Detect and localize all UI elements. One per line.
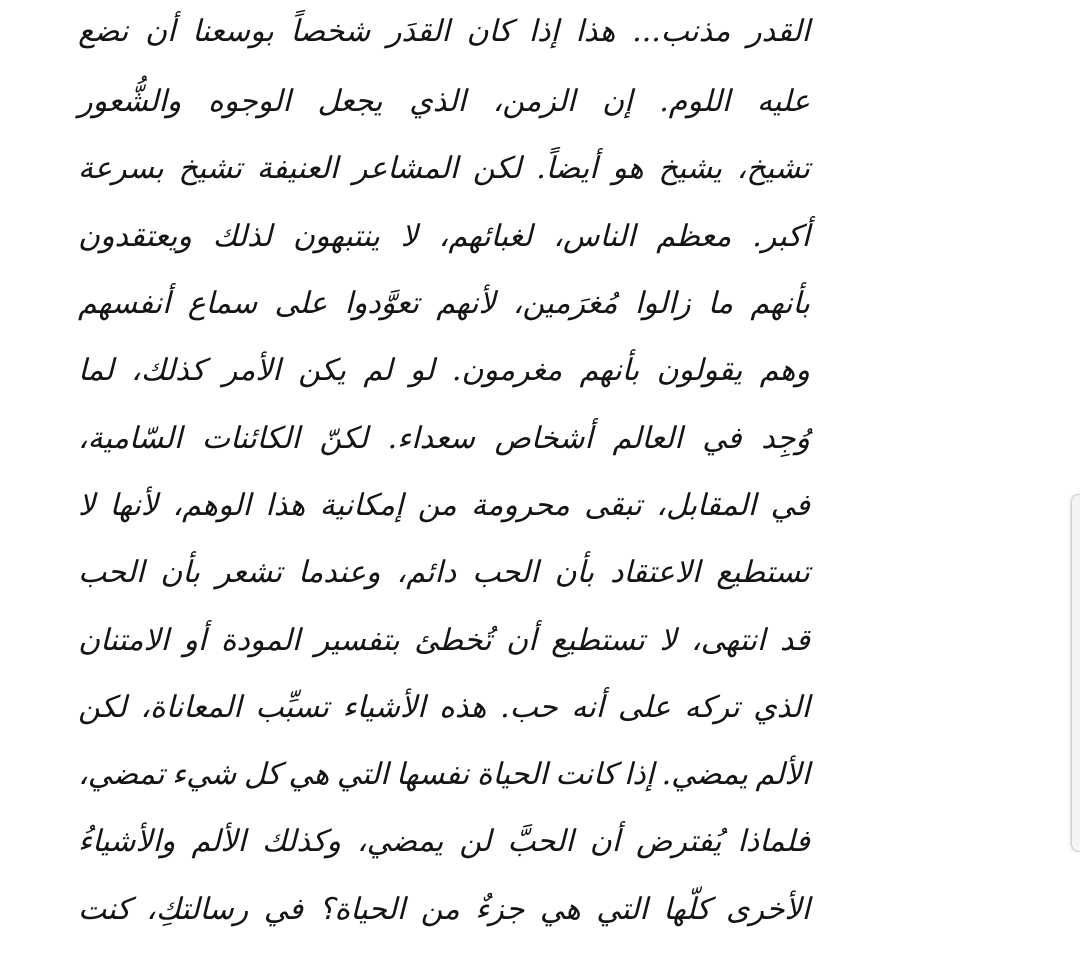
word: مذنب... (632, 14, 731, 49)
word: الحب (472, 555, 539, 591)
word: بأن (160, 555, 200, 591)
word: أنه (571, 689, 605, 725)
word: لذلك (212, 218, 273, 254)
word: الألم (191, 824, 246, 860)
word: كل (243, 757, 281, 793)
text-line (78, 68, 810, 135)
word: أكبر. (752, 218, 810, 254)
word: لن (459, 824, 492, 860)
word: أن (589, 824, 621, 860)
word: هي (539, 891, 581, 927)
text-line (78, 472, 810, 539)
word: سماع (187, 286, 258, 322)
word: لا (659, 622, 677, 658)
word: تستطيع (551, 622, 645, 658)
word: هي (288, 757, 330, 793)
word: تشيخ (178, 151, 242, 187)
word: بأنهم (750, 286, 810, 322)
word: فلماذا (737, 824, 810, 860)
text-line (78, 606, 810, 673)
word: جزءٌ (475, 891, 525, 927)
word: المقابل، (656, 487, 757, 523)
word: إذا (624, 757, 655, 793)
word: تمضي، (78, 757, 165, 793)
word: يشيخ (658, 151, 722, 187)
word: دائم، (396, 555, 457, 591)
word: عليه (757, 84, 810, 120)
text-line (78, 404, 810, 471)
word: لأنهم (436, 286, 496, 322)
word: بسرعة (78, 151, 164, 187)
word: بوسعنا (192, 14, 274, 49)
word: الذي (753, 689, 810, 725)
word: يمضي. (661, 757, 748, 793)
word: أشخاص (494, 420, 593, 456)
word: الوهم، (172, 487, 251, 523)
word: والشُّعور (78, 84, 182, 120)
word: لكنّ (319, 420, 369, 456)
word: لم (363, 353, 393, 389)
word: لغبائهم، (438, 218, 533, 254)
text-line (78, 337, 810, 404)
word: كان (466, 14, 513, 49)
word: الحبَّ (507, 824, 574, 860)
word: الحياة؟ (318, 891, 406, 927)
word: بأنهم (579, 353, 640, 389)
word: السّامية، (78, 420, 183, 456)
word: لأنها (109, 487, 159, 523)
word: في (770, 487, 810, 523)
word: وكذلك (262, 824, 341, 860)
word: تشعر (215, 555, 283, 591)
word: المودة (220, 622, 301, 658)
word: وعندما (298, 555, 381, 591)
word: العالم (612, 420, 683, 456)
word: هذه (439, 689, 487, 725)
text-line (78, 674, 810, 741)
word: المعاناة، (140, 689, 242, 725)
word: ويعتقدون (78, 218, 192, 254)
word: زالوا (634, 286, 691, 322)
scrollbar-handle[interactable] (1071, 494, 1080, 852)
word: ينتبهون (292, 218, 380, 254)
word: أنفسهم (78, 286, 171, 322)
arabic-text-body (78, 0, 810, 943)
word: الزمن، (492, 84, 576, 120)
word: الأمر (222, 353, 281, 389)
word: وُجِد (761, 420, 810, 456)
word: التي (336, 757, 389, 793)
word: كلّها (663, 891, 711, 927)
text-line (78, 0, 810, 68)
word: من (417, 487, 457, 523)
word: الألم (755, 757, 810, 793)
word: يمضي، (356, 824, 444, 860)
word: كنت (78, 891, 131, 927)
word: لكن (78, 689, 127, 725)
word: تشيخ، (736, 151, 810, 187)
word: وهم (759, 353, 810, 389)
word: إمكانية (319, 487, 404, 523)
word: شيء (172, 757, 237, 793)
word: تعوَّدوا (344, 286, 420, 322)
word: الأخرى (725, 891, 810, 927)
word: أيضاً. (536, 151, 598, 187)
word: تبقى (584, 487, 642, 523)
word: التي (596, 891, 648, 927)
word: قد (779, 622, 810, 658)
word: محرومة (471, 487, 570, 523)
word: كذلك، (131, 353, 206, 389)
word: الامتنان (78, 622, 169, 658)
word: من (420, 891, 460, 927)
word: يكن (298, 353, 346, 389)
word: معظم (656, 218, 732, 254)
word: بأن (554, 555, 595, 591)
text-line (78, 876, 810, 943)
word: على (274, 286, 328, 322)
word: رسالتكِ، (146, 891, 249, 927)
word: لكن (472, 151, 522, 187)
word: تستطيع (716, 555, 810, 591)
word: المشاعر (352, 151, 459, 187)
word: إن (602, 84, 633, 120)
word: الوجوه (208, 84, 291, 120)
word: العنيفة (256, 151, 339, 187)
word: الكائنات (201, 420, 300, 456)
word: أو (183, 622, 207, 658)
text-line (78, 270, 810, 337)
word: تُخطئ (414, 622, 492, 658)
word: لا (400, 218, 418, 254)
word: في (263, 891, 304, 927)
word: مغرمون. (451, 353, 563, 389)
text-line (78, 203, 810, 270)
word: الأشياء (342, 689, 426, 725)
word: لا (78, 487, 96, 523)
word: تسبِّب (255, 689, 329, 725)
word: نضع (78, 14, 129, 49)
word: أن (145, 14, 176, 49)
word: يجعل (317, 84, 383, 120)
word: انتهى، (691, 622, 766, 658)
word: يقولون (656, 353, 743, 389)
word: الحب (78, 555, 145, 591)
word: أن (506, 622, 537, 658)
word: حب. (500, 689, 558, 725)
word: شخصاً (290, 14, 371, 49)
word: تركه (684, 689, 740, 725)
word: والأشياءُ (78, 824, 176, 860)
word: كانت (555, 757, 617, 793)
text-line (78, 808, 810, 875)
word: لو (409, 353, 435, 389)
word: هذا (265, 487, 306, 523)
word: الناس، (553, 218, 636, 254)
word: الذي (409, 84, 466, 120)
text-line (78, 539, 810, 606)
text-line (78, 135, 810, 202)
word: نفسها (396, 757, 470, 793)
text-line (78, 741, 810, 808)
word: هو (612, 151, 644, 187)
word: القدر (747, 14, 810, 49)
word: سعداء. (387, 420, 475, 456)
word: مُغرَمين، (512, 286, 618, 322)
word: الاعتقاد (610, 555, 701, 591)
word: اللوم. (659, 84, 731, 120)
word: يُفترض (636, 824, 722, 860)
word: في (702, 420, 742, 456)
word: إذا (528, 14, 559, 49)
word: الحياة (476, 757, 548, 793)
word: على (617, 689, 671, 725)
word: ما (707, 286, 734, 322)
word: لما (78, 353, 114, 389)
word: بتفسير (314, 622, 400, 658)
word: القدَر (386, 14, 450, 49)
word: هذا (575, 14, 616, 49)
